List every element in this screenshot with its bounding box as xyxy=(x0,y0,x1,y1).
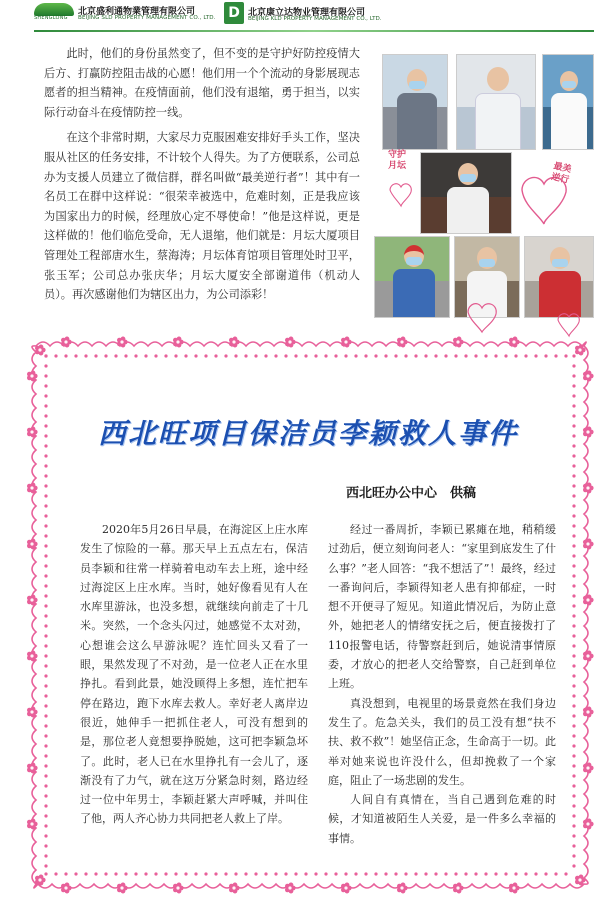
border-bead xyxy=(572,774,575,777)
border-bead xyxy=(44,654,47,657)
heart-icon xyxy=(390,184,411,206)
border-bead xyxy=(572,554,575,557)
border-flower-icon xyxy=(341,883,352,894)
border-bead xyxy=(572,834,575,837)
border-bead xyxy=(214,872,217,875)
border-bead xyxy=(44,624,47,627)
border-bead xyxy=(354,354,357,357)
border-bead xyxy=(534,354,537,357)
border-bead xyxy=(44,684,47,687)
border-bead xyxy=(404,872,407,875)
border-flower-icon xyxy=(583,483,594,494)
border-bead xyxy=(114,354,117,357)
border-bead xyxy=(64,872,67,875)
border-bead xyxy=(44,534,47,537)
border-bead xyxy=(64,354,67,357)
border-bead xyxy=(44,404,47,407)
border-bead xyxy=(494,354,497,357)
border-bead xyxy=(44,644,47,647)
border-flower-icon xyxy=(583,371,594,382)
border-bead xyxy=(44,564,47,567)
border-bead xyxy=(314,354,317,357)
border-bead xyxy=(572,754,575,757)
top-article xyxy=(44,44,360,311)
border-flower-icon xyxy=(583,707,594,718)
border-bead xyxy=(74,354,77,357)
border-bead xyxy=(194,354,197,357)
feature-paragraph: 人间自有真情在，当自己遇到危难的时候，才知道被陌生人关爱，是一件多么幸福的事情。 xyxy=(328,793,556,845)
left-company-name-en: BEIJING SLD PROPERTY MANAGEMENT CO., LTD. xyxy=(78,15,216,21)
border-bead xyxy=(244,872,247,875)
border-flower-icon xyxy=(285,883,296,894)
left-company-name: 北京盛利通物業管理有限公司 xyxy=(78,7,196,17)
border-bead xyxy=(164,872,167,875)
border-bead xyxy=(454,872,457,875)
border-bead xyxy=(44,694,47,697)
border-bead xyxy=(184,872,187,875)
border-bead xyxy=(44,594,47,597)
handwritten-note-guard: 守护月坛 xyxy=(388,150,407,171)
border-bead xyxy=(572,534,575,537)
border-flower-icon xyxy=(583,539,594,550)
border-bead xyxy=(44,544,47,547)
border-bead xyxy=(464,354,467,357)
border-bead xyxy=(572,854,575,857)
border-flower-icon xyxy=(229,883,240,894)
border-bead xyxy=(394,872,397,875)
border-bead xyxy=(572,814,575,817)
border-flower-icon xyxy=(509,883,520,894)
feature-headline: 西北旺项目保洁员李颖救人事件 xyxy=(97,417,518,450)
border-bead xyxy=(84,354,87,357)
border-bead xyxy=(194,872,197,875)
border-bead xyxy=(184,354,187,357)
top-paragraph: 此时，他们的身份虽然变了，但不变的是守护好防控疫情大后方、打赢防控阻击战的心愿！他们用一个个流动的身影展现志愿者的担当精神。在疫情面前，他们没有退缩，勇于担当，以实际行动奋斗在疫情防控一线。 xyxy=(44,47,360,119)
border-bead xyxy=(234,354,237,357)
border-bead xyxy=(572,514,575,517)
border-bead xyxy=(374,354,377,357)
border-bead xyxy=(414,354,417,357)
border-bead xyxy=(254,354,257,357)
border-bead xyxy=(572,684,575,687)
border-bead xyxy=(284,354,287,357)
border-bead xyxy=(154,354,157,357)
border-bead xyxy=(44,634,47,637)
border-flower-icon xyxy=(453,883,464,894)
border-bead xyxy=(44,864,47,867)
border-bead xyxy=(572,484,575,487)
border-bead xyxy=(572,404,575,407)
border-bead xyxy=(44,524,47,527)
border-bead xyxy=(572,674,575,677)
feature-paragraph: 经过一番周折，李颖已累瘫在地，稍稍缓过劲后，便立刻询问老人：“家里到底发生了什么事？”老人回答：“我不想活了”！最终，经过一番询问后，李颖得知老人患有抑郁症，一时想不开便寻了短见。知道此情况后，为防止意外，她把老人的情绪安抚之后，便直接拨打了110报警电话，待警察赶到后，她说清事情原委，才放心的把老人交给警察，自己赶到单位上班。 xyxy=(328,523,556,691)
border-bead xyxy=(572,504,575,507)
border-flower-icon xyxy=(583,427,594,438)
border-bead xyxy=(44,724,47,727)
border-bead xyxy=(44,754,47,757)
border-bead xyxy=(414,872,417,875)
border-flower-icon xyxy=(509,337,520,348)
border-bead xyxy=(374,872,377,875)
border-bead xyxy=(464,872,467,875)
border-bead xyxy=(44,394,47,397)
border-bead xyxy=(572,604,575,607)
border-bead xyxy=(504,872,507,875)
volunteer-photo xyxy=(454,236,520,318)
border-bead xyxy=(504,354,507,357)
border-bead xyxy=(324,872,327,875)
border-bead xyxy=(572,394,575,397)
border-bead xyxy=(572,744,575,747)
border-flower-icon xyxy=(397,883,408,894)
border-bead xyxy=(44,744,47,747)
border-bead xyxy=(384,872,387,875)
border-bead xyxy=(294,872,297,875)
border-bead xyxy=(324,354,327,357)
right-company-name: 北京康立达物业管理有限公司 xyxy=(248,8,366,18)
border-bead xyxy=(144,872,147,875)
border-bead xyxy=(44,674,47,677)
volunteer-photo xyxy=(456,54,536,150)
border-bead xyxy=(544,354,547,357)
border-bead xyxy=(514,872,517,875)
border-bead xyxy=(554,872,557,875)
border-bead xyxy=(44,474,47,477)
border-bead xyxy=(572,564,575,567)
border-bead xyxy=(44,734,47,737)
border-bead xyxy=(572,784,575,787)
border-bead xyxy=(44,574,47,577)
border-bead xyxy=(444,354,447,357)
border-bead xyxy=(474,354,477,357)
border-bead xyxy=(44,364,47,367)
border-bead xyxy=(44,854,47,857)
border-bead xyxy=(572,644,575,647)
border-bead xyxy=(44,774,47,777)
border-bead xyxy=(394,354,397,357)
border-bead xyxy=(44,764,47,767)
border-bead xyxy=(572,624,575,627)
border-bead xyxy=(572,844,575,847)
border-bead xyxy=(572,664,575,667)
border-bead xyxy=(44,384,47,387)
border-bead xyxy=(44,784,47,787)
border-bead xyxy=(94,872,97,875)
volunteer-photo xyxy=(420,152,512,234)
border-bead xyxy=(124,354,127,357)
border-bead xyxy=(572,474,575,477)
border-bead xyxy=(44,504,47,507)
border-bead xyxy=(44,374,47,377)
header-divider xyxy=(34,30,594,32)
border-bead xyxy=(564,354,567,357)
border-bead xyxy=(144,354,147,357)
border-flower-icon xyxy=(173,883,184,894)
border-bead xyxy=(44,454,47,457)
border-flower-icon xyxy=(35,875,46,886)
border-bead xyxy=(224,872,227,875)
border-bead xyxy=(384,354,387,357)
border-bead xyxy=(44,844,47,847)
border-flower-icon xyxy=(117,337,128,348)
top-paragraph: 在这个非常时期，大家尽力克服困难安排好手头工作，坚决服从社区的任务安排，不计较个人得失。为了方便联系，公司总办为支援人员建立了微信群，群名叫做“最美逆行者”！其中有一名员工在群中这样说：“很荣幸被选中，危难时刻，正是我应该为国家出力的时候，经理放心定不辱使命！”他是这样说，更是这样做的！他们临危受命，无人退缩，他们就是：月坛大厦项目管理处工程部唐水生，蔡海涛；月坛体育馆项目管理处时卫平，张玉军；公司总办张庆华；月坛大厦安全部谢道伟（机动人员）。再次感谢他们为辖区出力，为公司添彩！ xyxy=(44,131,360,302)
border-bead xyxy=(484,354,487,357)
border-flower-icon xyxy=(173,337,184,348)
border-bead xyxy=(314,872,317,875)
border-bead xyxy=(244,354,247,357)
border-bead xyxy=(572,734,575,737)
border-bead xyxy=(294,354,297,357)
border-bead xyxy=(572,374,575,377)
border-bead xyxy=(444,872,447,875)
border-bead xyxy=(572,694,575,697)
border-bead xyxy=(572,794,575,797)
border-bead xyxy=(254,872,257,875)
border-bead xyxy=(44,714,47,717)
border-bead xyxy=(572,634,575,637)
border-bead xyxy=(44,584,47,587)
border-bead xyxy=(84,872,87,875)
border-bead xyxy=(572,614,575,617)
border-bead xyxy=(204,872,207,875)
border-bead xyxy=(514,354,517,357)
border-bead xyxy=(572,464,575,467)
volunteer-photo xyxy=(542,54,594,150)
border-bead xyxy=(454,354,457,357)
border-bead xyxy=(572,584,575,587)
border-bead xyxy=(44,664,47,667)
border-bead xyxy=(264,354,267,357)
border-bead xyxy=(44,434,47,437)
border-flower-icon xyxy=(35,345,46,356)
border-bead xyxy=(424,354,427,357)
border-bead xyxy=(572,824,575,827)
border-bead xyxy=(274,354,277,357)
shenglong-logo xyxy=(34,3,74,21)
border-bead xyxy=(134,872,137,875)
border-bead xyxy=(44,424,47,427)
border-flower-icon xyxy=(61,883,72,894)
border-bead xyxy=(94,354,97,357)
border-bead xyxy=(364,354,367,357)
border-bead xyxy=(44,834,47,837)
border-bead xyxy=(572,594,575,597)
border-flower-icon xyxy=(583,819,594,830)
border-bead xyxy=(304,354,307,357)
border-bead xyxy=(44,554,47,557)
feature-paragraph: 真没想到，电视里的场景竟然在我们身边发生了。危急关头，我们的员工没有想“扶不扶、救不救”！她坚信正念，生命高于一切。此举对她来说也许没什么，但却挽救了一个家庭，阻止了一场悲剧的发生。 xyxy=(328,696,556,787)
border-bead xyxy=(572,804,575,807)
border-bead xyxy=(494,872,497,875)
feature-column-left xyxy=(80,520,308,829)
border-bead xyxy=(424,872,427,875)
border-bead xyxy=(54,354,57,357)
border-bead xyxy=(44,414,47,417)
border-bead xyxy=(524,354,527,357)
border-bead xyxy=(274,872,277,875)
border-bead xyxy=(44,824,47,827)
border-bead xyxy=(214,354,217,357)
border-bead xyxy=(554,354,557,357)
border-bead xyxy=(434,872,437,875)
border-bead xyxy=(44,872,47,875)
border-bead xyxy=(572,574,575,577)
border-bead xyxy=(44,494,47,497)
page-header xyxy=(0,0,616,32)
border-bead xyxy=(164,354,167,357)
border-bead xyxy=(44,444,47,447)
border-bead xyxy=(572,724,575,727)
border-bead xyxy=(572,764,575,767)
border-bead xyxy=(572,704,575,707)
border-flower-icon xyxy=(341,337,352,348)
border-bead xyxy=(124,872,127,875)
border-bead xyxy=(572,424,575,427)
feature-byline: 西北旺办公中心 供稿 xyxy=(346,486,477,501)
border-bead xyxy=(264,872,267,875)
volunteer-photo xyxy=(524,236,594,318)
border-bead xyxy=(44,704,47,707)
border-bead xyxy=(572,714,575,717)
border-bead xyxy=(572,414,575,417)
border-bead xyxy=(572,354,575,357)
border-bead xyxy=(44,604,47,607)
handwritten-note-praise: 最美逆行 xyxy=(550,161,573,186)
border-bead xyxy=(484,872,487,875)
border-bead xyxy=(44,484,47,487)
border-bead xyxy=(44,814,47,817)
border-flower-icon xyxy=(583,595,594,606)
border-bead xyxy=(104,872,107,875)
border-bead xyxy=(534,872,537,875)
border-bead xyxy=(44,354,47,357)
right-company-name-en: BEIJING KLD PROPERTY MANAGEMENT CO., LTD. xyxy=(248,16,382,22)
border-bead xyxy=(344,354,347,357)
border-bead xyxy=(224,354,227,357)
border-bead xyxy=(434,354,437,357)
border-bead xyxy=(572,434,575,437)
border-flower-icon xyxy=(117,883,128,894)
border-bead xyxy=(572,654,575,657)
border-bead xyxy=(74,872,77,875)
border-bead xyxy=(204,354,207,357)
border-bead xyxy=(572,444,575,447)
border-bead xyxy=(304,872,307,875)
border-bead xyxy=(364,872,367,875)
border-bead xyxy=(174,354,177,357)
border-bead xyxy=(334,872,337,875)
kld-logo-icon: D xyxy=(224,2,244,24)
border-bead xyxy=(154,872,157,875)
border-bead xyxy=(572,524,575,527)
border-flower-icon xyxy=(229,337,240,348)
volunteer-photo xyxy=(374,236,450,318)
border-bead xyxy=(284,872,287,875)
feature-column-right xyxy=(328,520,556,848)
border-bead xyxy=(104,354,107,357)
border-bead xyxy=(234,872,237,875)
border-flower-icon xyxy=(583,763,594,774)
border-bead xyxy=(44,804,47,807)
border-bead xyxy=(114,872,117,875)
border-bead xyxy=(572,864,575,867)
border-flower-icon xyxy=(583,651,594,662)
volunteer-photo xyxy=(382,54,448,150)
border-flower-icon xyxy=(397,337,408,348)
feature-paragraph: 2020年5月26日早晨，在海淀区上庄水库发生了惊险的一幕。那天早上五点左右，保洁员李颖和往常一样骑着电动车去上班，途中经过海淀区上庄水库。当时，她好像看见有人在水库里游泳，也没多想，就继续向前走了十几米。突然，一个念头闪过，她感觉不太对劲，心想谁会这么早游泳呢？连忙回头又看了一眼，果然发现了不对劲，是一位老人正在水里挣扎。看到此景，她没顾得上多想，连忙把车停在路边，跑下水库去救人。幸好老人离岸边很近，她伸手一把抓住老人，可没有想到的是，那位老人竟想要挣脱她，这可把李颖急坏了。此时，老人已在水里挣扎有一会儿了，逐渐没有了力气，就在这万分紧急时刻，路边经过一位中年男士，李颖赶紧大声呼喊，并叫住了他，两人齐心协力共同把老人救上了岸。 xyxy=(80,523,308,826)
border-bead xyxy=(544,872,547,875)
border-bead xyxy=(572,544,575,547)
border-bead xyxy=(44,794,47,797)
border-bead xyxy=(44,464,47,467)
border-bead xyxy=(174,872,177,875)
border-bead xyxy=(572,364,575,367)
border-bead xyxy=(524,872,527,875)
border-bead xyxy=(404,354,407,357)
border-flower-icon xyxy=(285,337,296,348)
border-bead xyxy=(564,872,567,875)
border-bead xyxy=(44,614,47,617)
border-bead xyxy=(54,872,57,875)
border-bead xyxy=(572,384,575,387)
border-bead xyxy=(44,514,47,517)
logo-wordmark: SHENGLONG xyxy=(34,15,68,21)
border-bead xyxy=(354,872,357,875)
border-bead xyxy=(334,354,337,357)
border-bead xyxy=(134,354,137,357)
border-bead xyxy=(344,872,347,875)
border-flower-icon xyxy=(61,337,72,348)
border-bead xyxy=(572,494,575,497)
volunteer-photo-collage xyxy=(372,40,594,340)
border-flower-icon xyxy=(453,337,464,348)
border-bead xyxy=(474,872,477,875)
border-bead xyxy=(572,454,575,457)
